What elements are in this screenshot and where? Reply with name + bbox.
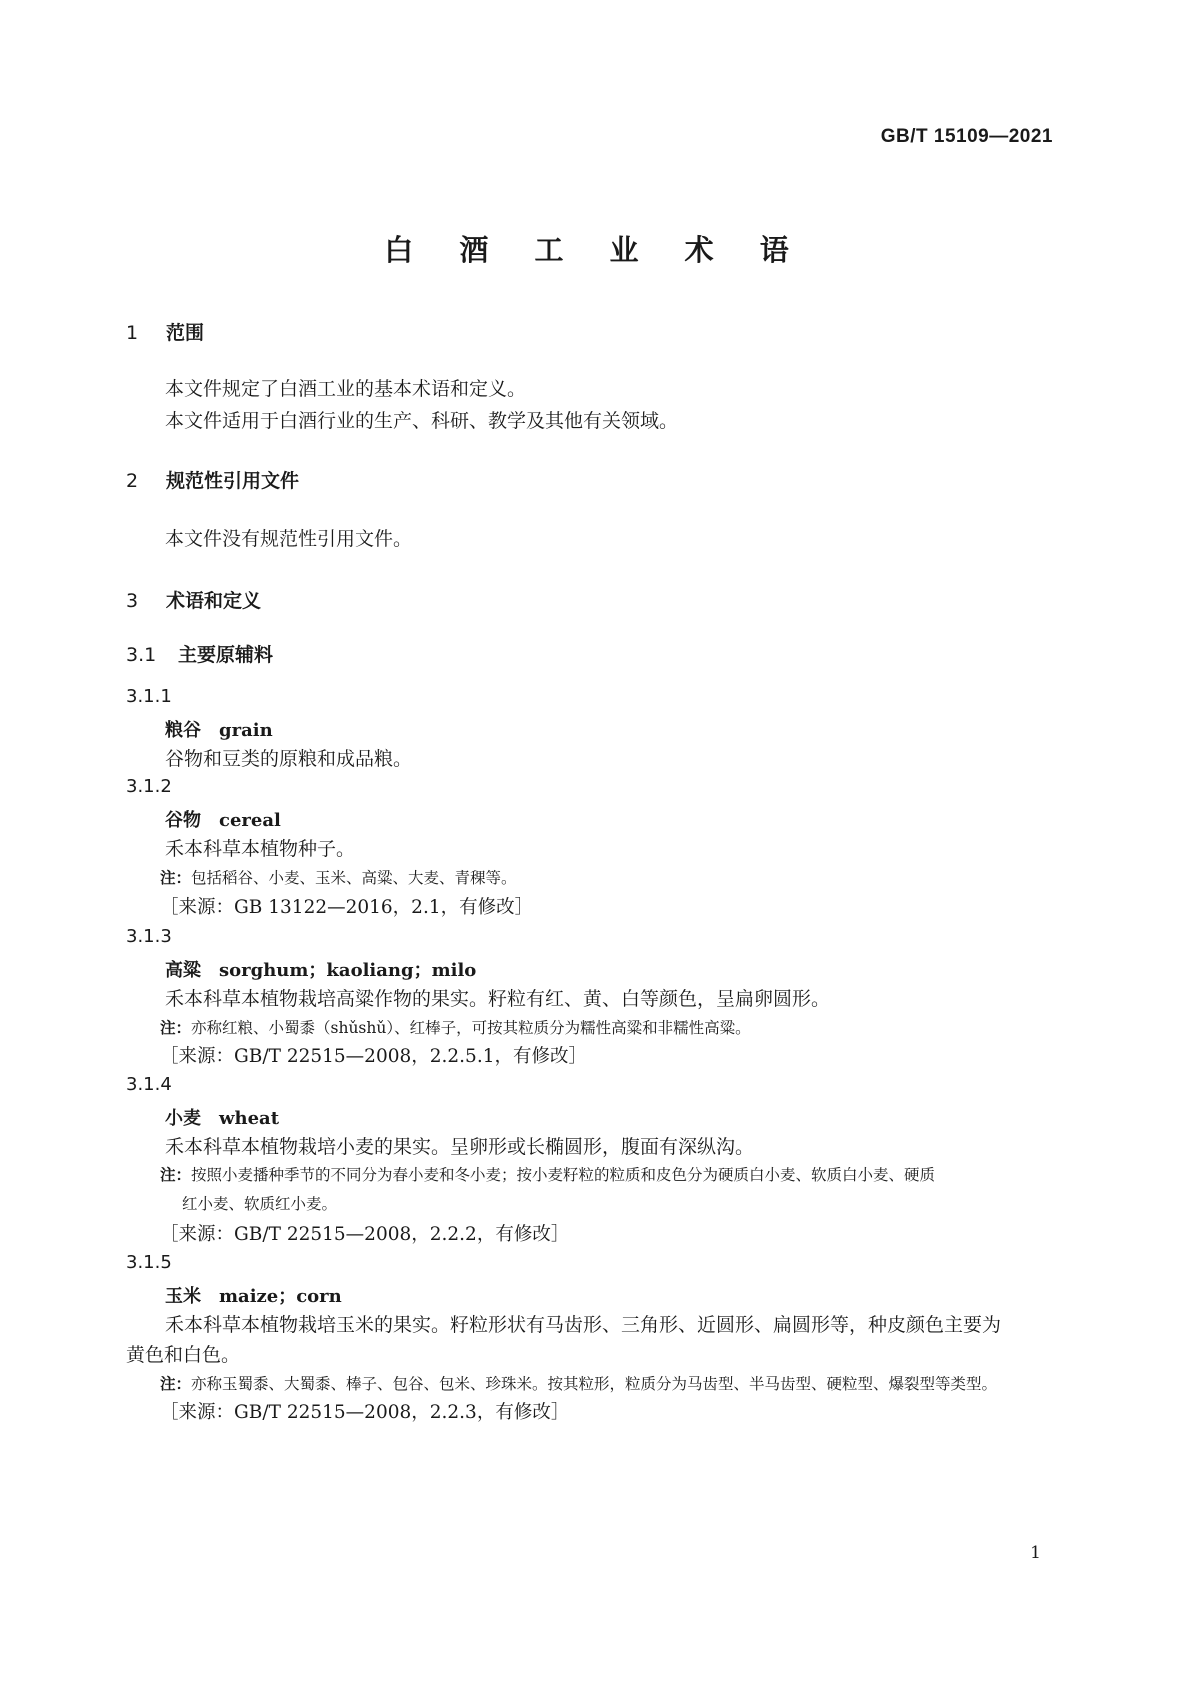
term-en: wheat <box>219 1108 280 1129</box>
section-title: 范围 <box>166 322 205 344</box>
term-definition: 谷物和豆类的原粮和成品粮。 <box>165 748 413 770</box>
note-label: 注： <box>160 1166 192 1184</box>
subsection-3-1-heading <box>126 640 273 667</box>
term-definition: 禾本科草本植物种子。 <box>165 838 356 860</box>
term-definition: 禾本科草本植物栽培高粱作物的果实。籽粒有红、黄、白等颜色，呈扁卵圆形。 <box>165 988 831 1010</box>
term-zh: 谷物 <box>165 810 201 831</box>
paragraph: 本文件规定了白酒工业的基本术语和定义。 <box>165 378 527 400</box>
clause-number: 3.1.5 <box>126 1252 172 1273</box>
term-en: grain <box>219 720 273 741</box>
subsection-title: 主要原辅料 <box>178 644 274 666</box>
clause-number: 3.1.3 <box>126 926 172 947</box>
note-text: 亦称红粮、小蜀黍（shǔshǔ）、红棒子，可按其粒质分为糯性高粱和非糯性高粱。 <box>191 1019 751 1037</box>
term-heading <box>165 1282 342 1308</box>
note-text-line1: 按照小麦播种季节的不同分为春小麦和冬小麦；按小麦籽粒的粒质和皮色分为硬质白小麦、软质白小麦、硬质 <box>191 1166 936 1184</box>
term-en: cereal <box>219 810 281 831</box>
term-en: maize；corn <box>219 1286 342 1307</box>
term-note <box>160 866 517 888</box>
term-definition-line2: 黄色和白色。 <box>126 1344 241 1366</box>
term-heading <box>165 1104 279 1130</box>
section-1-heading <box>126 318 204 345</box>
term-en: sorghum；kaoliang；milo <box>219 960 477 981</box>
paragraph: 本文件没有规范性引用文件。 <box>165 528 413 550</box>
term-heading <box>165 806 281 832</box>
page-number: 1 <box>1030 1543 1041 1563</box>
term-source: ［来源：GB 13122—2016，2.1，有修改］ <box>160 897 534 918</box>
term-note <box>160 1372 997 1394</box>
subsection-number: 3.1 <box>126 644 157 666</box>
section-number: 3 <box>126 590 139 612</box>
note-text: 亦称玉蜀黍、大蜀黍、棒子、包谷、包米、珍珠米。按其粒形，粒质分为马齿型、半马齿型、硬粒型、爆裂型等类型。 <box>191 1375 998 1393</box>
term-zh: 玉米 <box>165 1286 201 1307</box>
standard-code: GB/T 15109—2021 <box>880 126 1053 147</box>
term-source: ［来源：GB/T 22515—2008，2.2.2，有修改］ <box>160 1224 570 1245</box>
document-title: 白 酒 工 业 术 语 <box>384 233 807 267</box>
clause-number: 3.1.4 <box>126 1074 172 1095</box>
term-heading <box>165 716 273 742</box>
term-zh: 粮谷 <box>165 720 201 741</box>
term-heading <box>165 956 476 982</box>
term-zh: 高粱 <box>165 960 201 981</box>
section-number: 2 <box>126 470 139 492</box>
term-source: ［来源：GB/T 22515—2008，2.2.3，有修改］ <box>160 1402 570 1423</box>
note-label: 注： <box>160 869 192 887</box>
clause-number: 3.1.2 <box>126 776 172 797</box>
term-note <box>160 1016 751 1038</box>
paragraph: 本文件适用于白酒行业的生产、科研、教学及其他有关领域。 <box>165 410 679 432</box>
section-2-heading <box>126 466 299 493</box>
section-title: 规范性引用文件 <box>166 470 300 492</box>
note-text: 包括稻谷、小麦、玉米、高粱、大麦、青稞等。 <box>191 869 517 887</box>
term-definition: 禾本科草本植物栽培小麦的果实。呈卵形或长椭圆形，腹面有深纵沟。 <box>165 1136 755 1158</box>
note-label: 注： <box>160 1375 192 1393</box>
note-label: 注： <box>160 1019 192 1037</box>
clause-number: 3.1.1 <box>126 686 172 707</box>
term-note <box>160 1163 935 1185</box>
note-text-line2: 红小麦、软质红小麦。 <box>182 1195 338 1213</box>
term-source: ［来源：GB/T 22515—2008，2.2.5.1，有修改］ <box>160 1046 587 1067</box>
section-number: 1 <box>126 322 139 344</box>
term-definition-line1: 禾本科草本植物栽培玉米的果实。籽粒形状有马齿形、三角形、近圆形、扁圆形等，种皮颜色主要为 <box>165 1314 1002 1336</box>
section-3-heading <box>126 586 261 613</box>
section-title: 术语和定义 <box>166 590 262 612</box>
term-zh: 小麦 <box>165 1108 201 1129</box>
